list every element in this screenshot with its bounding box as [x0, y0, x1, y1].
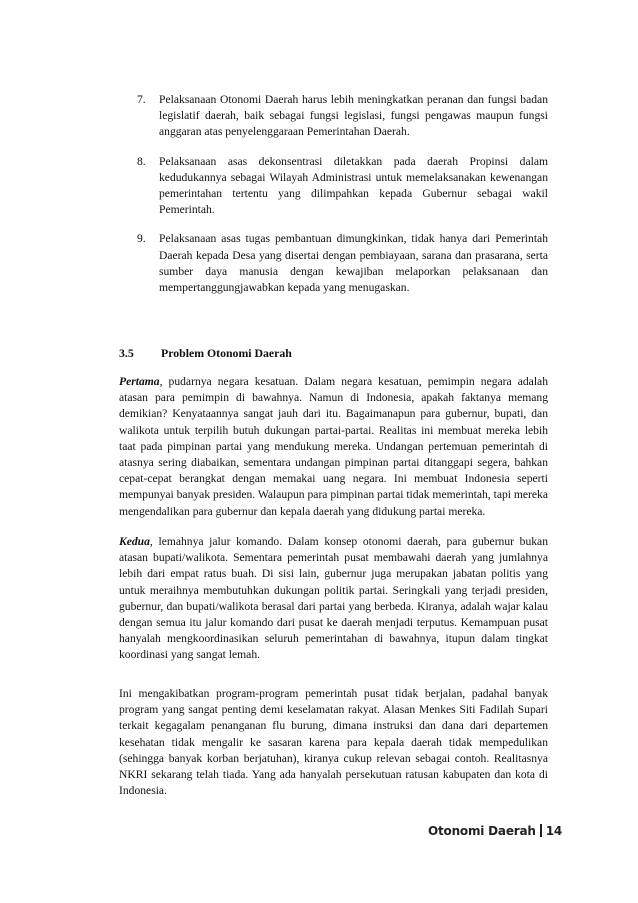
paragraph-text: , lemahnya jalur komando. Dalam konsep otonomi daerah, para gubernur bukan atasan bupati/walikota. Sementara pemerintah pusat membawahi daerah yang jumlahnya lebih dari empat ratus buah. Di sisi lain, gubernur juga merupakan jabatan politis yang untuk meraihnya membutuhkan dukungan politik partai. Seringkali yang terjadi presiden, gubernur, dan bupati/walikota berasal dari partai yang berbeda. Kiranya, adalah wajar kalau dengan semua itu jalur komando dari pusat ke daerah menjadi terputus. Kemampuan pusat hanyalah mengkoordinasikan seluruh pemerintahan di bawahnya, itupun dalam tingkat koordinasi yang sangat lemah. — [119, 535, 548, 662]
section-number: 3.5 — [119, 346, 134, 360]
list-item-text: Pelaksanaan Otonomi Daerah harus lebih meningkatkan peranan dan fungsi badan legislatif daerah, baik sebagai fungsi legislasi, fungsi pengawas maupun fungsi anggaran atas penyelenggaraan Pemerintahan Daerah. — [159, 93, 548, 139]
section-title: Problem Otonomi Daerah — [161, 346, 292, 360]
numbered-list — [137, 92, 548, 296]
list-item — [137, 231, 548, 296]
paragraph-kedua — [119, 534, 548, 664]
paragraph-text: , pudarnya negara kesatuan. Dalam negara kesatuan, pemimpin negara adalah atasan para pemimpin di bawahnya. Namun di Indonesia, apakah faktanya memang demikian? Kenyataannya sangat jauh dari itu. Bagaimanapun para gubernur, bupati, dan walikota untuk terpilih butuh dukungan partai-partai. Realitas ini membuat mereka lebih taat pada pimpinan partai yang mendukung mereka. Undangan pertemuan pemerintah di atasnya sering diabaikan, sementara undangan pimpinan partai ditanggapi segera, bahkan cepat-cepat berangkat dengan memakai uang negara. Ini membuat Indonesia seperti mempunyai banyak presiden. Walaupun para pimpinan partai tidak memerintah, tapi mereka mengendalikan para gubernur dan kepala daerah yang didukung partai mereka. — [119, 375, 548, 518]
list-item — [137, 154, 548, 219]
list-item-number: 7. — [137, 93, 146, 106]
footer-divider — [540, 824, 542, 837]
paragraph-text: Ini mengakibatkan program-program pemerintah pusat tidak berjalan, padahal banyak program yang sangat penting demi keselamatan rakyat. Alasan Menkes Siti Fadilah Supari terkait kegagalam penanganan flu burung, dimana instruksi dan dana dari departemen kesehatan tidak mengalir ke sasaran karena para kepala daerah tidak mempedulikan (sehingga banyak korban berjatuhan), kiranya cukup relevan sebagai contoh. Realitasnya NKRI sekarang telah tiada. Yang ada hanyalah persekutuan ratusan kabupaten dan kota di Indonesia. — [119, 687, 548, 798]
list-item-number: 9. — [137, 232, 146, 246]
paragraph-pertama — [119, 374, 548, 520]
paragraph-lead: Kedua — [119, 535, 150, 548]
section-heading — [119, 346, 292, 361]
list-item — [137, 92, 548, 141]
list-item-text: Pelaksanaan asas tugas pembantuan dimungkinkan, tidak hanya dari Pemerintah Daerah kepada Desa yang disertai dengan pembiayaan, sarana dan prasarana, serta sumber daya manusia dengan kewajiban melaporkan pelaksanaan dan mempertanggungjawabkan kepada yang menugaskan. — [159, 232, 548, 295]
page-footer — [428, 824, 562, 838]
paragraph-lead: Pertama — [119, 375, 160, 388]
footer-title: Otonomi Daerah — [428, 824, 536, 838]
page-number: 14 — [545, 824, 563, 838]
paragraph-consequence — [119, 686, 548, 799]
list-item-text: Pelaksanaan asas dekonsentrasi diletakkan pada daerah Propinsi dalam kedudukannya sebagai Wilayah Administrasi untuk memelaksanakan kewenangan pemerintahan tertentu yang dilimpahkan kepada Gubernur sebagai wakil Pemerintah. — [159, 154, 548, 217]
list-item-number: 8. — [137, 154, 146, 168]
